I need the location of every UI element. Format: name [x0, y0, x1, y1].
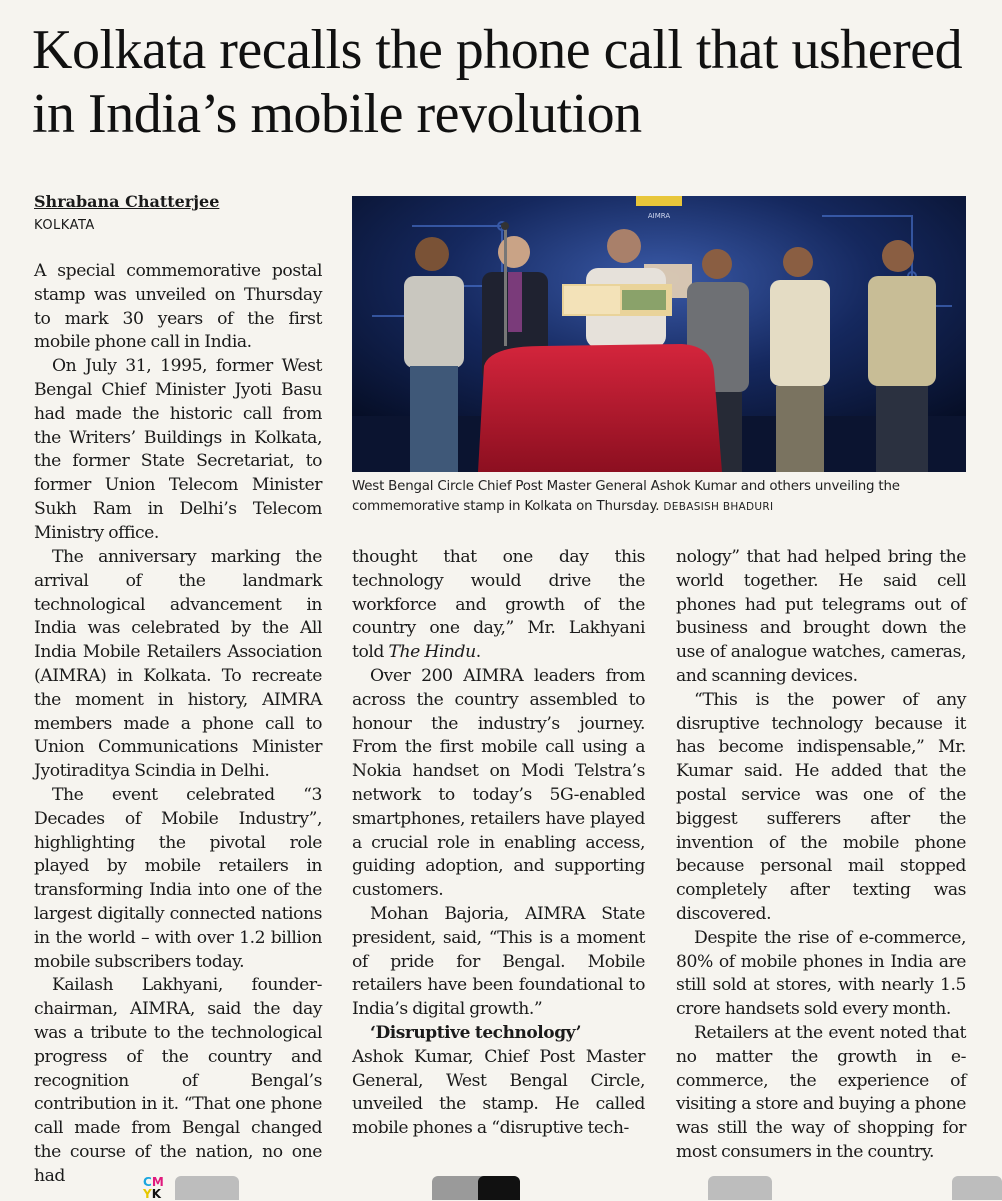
paragraph: Retailers at the event noted that no matter the growth in e-commerce, the experience of visiting a store and buying a phone was still the way of shopping for most consumers in the country.: [676, 1022, 966, 1162]
caption-text: West Bengal Circle Chief Post Master General Ashok Kumar and others unveiling the commemorative stamp in Kolkata on Thursday.: [352, 479, 900, 514]
event-photo: [352, 196, 966, 472]
headline: Kolkata recalls the phone call that ushered in India’s mobile revolution: [32, 19, 963, 145]
paragraph: nology” that had helped bring the world together. He said cell phones had put telegrams out of business and brought down the use of analogue watches, cameras, and scanning devices.: [676, 547, 966, 686]
article-column-1-lower: [34, 546, 322, 1189]
photo-illustration: [352, 196, 966, 472]
text-run: thought that one day this technology would drive the workforce and growth of the country one day,” Mr. Lakhyani told: [352, 547, 645, 663]
registration-tab: [708, 1176, 772, 1200]
photo-caption: [352, 477, 966, 517]
paragraph: Mohan Bajoria, AIMRA State president, said, “This is a moment of pride for Bengal. Mobile retailers have been foundational to India’s digital growth.”: [352, 903, 645, 1020]
paragraph: “This is the power of any disruptive technology because it has become indispensable,” Mr. Kumar said. He added that the postal service was one of the biggest sufferers after the invention of the mobile phone because personal mail stopped completely after texting was discovered.: [676, 689, 966, 924]
registration-tab: [952, 1176, 1002, 1200]
paragraph: Kailash Lakhyani, founder-chairman, AIMRA, said the day was a tribute to the technological progress of the country and recognition of Bengal’s contribution in it. “That one phone call made from Bengal changed the course of the nation, no one had: [34, 975, 322, 1186]
paragraph: The anniversary marking the arrival of the landmark technological advancement in India was celebrated by the All India Mobile Retailers Association (AIMRA) in Kolkata. To recreate the moment in history, AIMRA members made a phone call to Union Communications Minister Jyotiraditya Scindia in Delhi.: [34, 547, 322, 782]
dateline: KOLKATA: [34, 218, 95, 233]
paragraph: Ashok Kumar, Chief Post Master General, West Bengal Circle, unveiled the stamp. He called mobile phones a “disruptive tech-: [352, 1046, 645, 1139]
publication-name: The Hindu: [388, 642, 476, 663]
paragraph: Over 200 AIMRA leaders from across the country assembled to honour the industry’s journey. From the first mobile call using a Nokia handset on Modi Telstra’s network to today’s 5G-enabled smartphones, retailers have played a crucial role in enabling access, guiding adoption, and supporting customers.: [352, 665, 645, 901]
subheading: ‘Disruptive technology’: [370, 1022, 582, 1043]
paragraph: On July 31, 1995, former West Bengal Chief Minister Jyoti Basu had made the historic call from the Writers’ Buildings in Kolkata, the former State Secretariat, to former Union Telecom Minister Sukh Ram in Delhi’s Telecom Ministry office.: [34, 356, 322, 543]
paragraph: A special commemorative postal stamp was unveiled on Thursday to mark 30 years of the first mobile phone call in India.: [34, 261, 322, 353]
aimra-sign: AIMRA: [647, 212, 671, 220]
photo-credit: DEBASISH BHADURI: [663, 501, 774, 513]
paragraph: [352, 546, 645, 665]
paragraph: The event celebrated “3 Decades of Mobile Industry”, highlighting the pivotal role played by mobile retailers in transforming India into one of the largest digitally connected nations in the world – with over 1.2 billion mobile subscribers today.: [34, 784, 322, 972]
cmyk-k: K: [151, 1187, 162, 1201]
article-column-1: [34, 260, 322, 546]
paragraph: Despite the rise of e-commerce, 80% of mobile phones in India are still sold at stores, with nearly 1.5 crore handsets sold every month.: [676, 927, 966, 1020]
cmyk-y: Y: [143, 1187, 152, 1201]
byline: Shrabana Chatterjee: [34, 192, 220, 211]
article-column-3: [676, 546, 966, 1165]
registration-tab: [478, 1176, 520, 1200]
registration-tab: [175, 1176, 239, 1200]
text-run: .: [475, 642, 481, 663]
article-column-2: [352, 546, 645, 1141]
cmyk-mark: [143, 1176, 164, 1200]
cmyk-c: C: [143, 1175, 152, 1189]
cmyk-m: M: [151, 1175, 164, 1189]
